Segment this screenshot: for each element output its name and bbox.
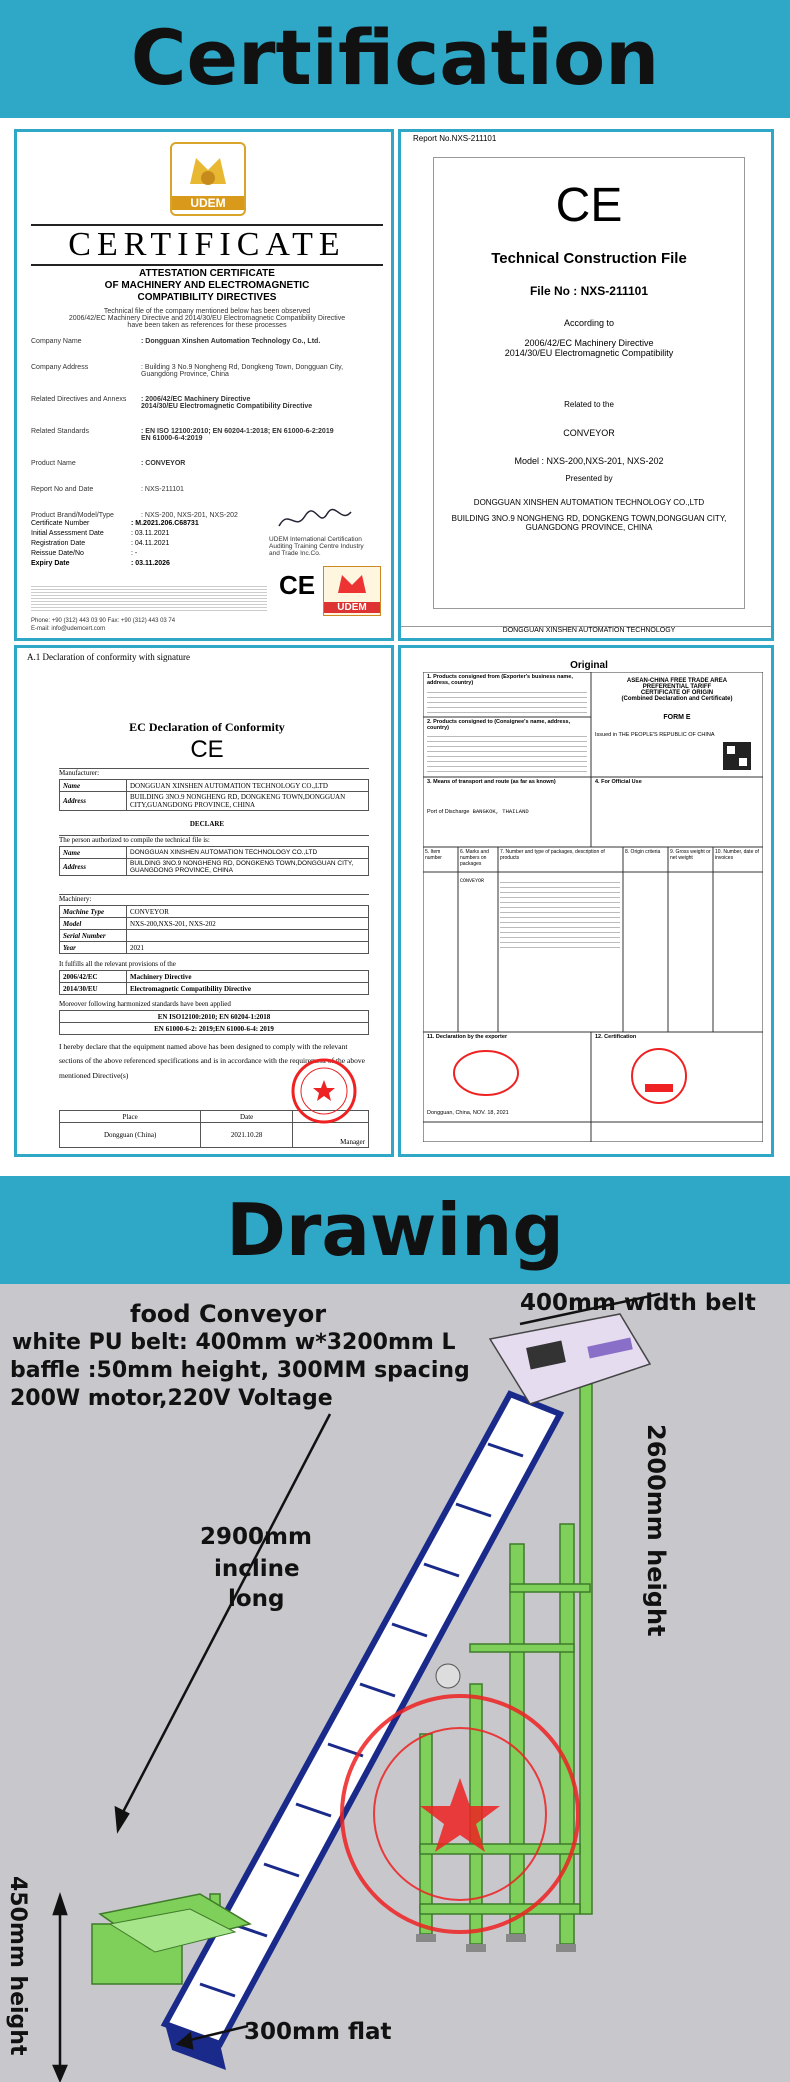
tcf-directives: 2006/42/EC Machinery Directive 2014/30/EU Electromagnetic Compatibility — [504, 338, 674, 358]
cell-label: Machine Type — [60, 906, 127, 918]
label-motor-spec: 200W motor,220V Voltage — [10, 1386, 333, 1411]
cell-label: Year — [60, 942, 127, 954]
cert-label: Reissue Date/No — [31, 550, 84, 557]
lion-crown-icon — [324, 567, 380, 597]
standards-intro: Moreover following harmonized standards have been applied — [59, 1000, 231, 1008]
certificate-of-origin-card — [398, 645, 774, 1157]
motor-housing — [490, 1314, 650, 1404]
technical-file-card — [398, 129, 774, 641]
cert-label: Expiry Date — [31, 560, 70, 567]
label-food-conveyor: food Conveyor — [130, 1300, 327, 1328]
product-description — [500, 878, 620, 948]
cert-row — [31, 540, 169, 547]
cert-value: : M.2021.206.C68731 — [131, 520, 199, 527]
box2-label: 2. Products consigned to (Consignee's name, address, country) — [427, 719, 571, 731]
form-title: ASEAN-CHINA FREE TRADE AREA PREFERENTIAL TARIFF CERTIFICATE OF ORIGIN (Combined Declaration and Certificate) — [621, 678, 733, 702]
frame-feet — [416, 1934, 576, 1952]
cell-value: Dongguan (China) — [60, 1123, 201, 1148]
tcf-file-no: File No : NXS-211101 — [529, 284, 649, 298]
port-of-discharge — [427, 808, 587, 815]
form-e-label: FORM E — [663, 714, 691, 721]
certificate-heading: CERTIFICATE — [31, 224, 383, 266]
cell-label: 2014/30/EU — [60, 983, 127, 995]
report-number: Report No.NXS-211101 — [413, 134, 497, 143]
tcf-title: Technical Construction File — [491, 250, 687, 267]
cell-value: NXS-200,NXS-201, NXS-202 — [127, 918, 369, 930]
cert-row — [31, 520, 199, 527]
port-value: BANGKOK, THAILAND — [472, 808, 529, 815]
cert-value: : 03.11.2021 — [131, 530, 170, 537]
label-incline-word: incline — [214, 1556, 300, 1582]
cert-value: : 04.11.2021 — [131, 540, 170, 547]
udem-small-logo-text: UDEM — [324, 602, 380, 613]
tcf-according: According to — [563, 318, 615, 328]
box10-label: 10. Number, date of invoices — [715, 849, 759, 861]
field-value: : 2006/42/EC Machinery Directive 2014/30/EU Electromagnetic Compatibility Directive — [141, 396, 313, 410]
box12-label: 12. Certification — [595, 1034, 637, 1040]
ce-mark: CE — [279, 570, 316, 600]
declare-label: DECLARE — [189, 820, 225, 828]
tcf-related: Related to the — [564, 400, 614, 409]
cell-value: BUILDING 3NO.9 NONGHENG RD, DONGKENG TOWN,DONGGUAN CITY, GUANGDONG PROVINCE, CHINA — [127, 859, 369, 876]
cell-label: Name — [60, 847, 127, 859]
machinery-table — [59, 905, 369, 954]
cert-label: Certificate Number — [31, 520, 90, 527]
cert-label: Initial Assessment Date — [31, 530, 104, 537]
tcf-presented: Presented by — [565, 474, 613, 483]
cert-value: : - — [131, 550, 138, 557]
label-incline-long: long — [228, 1586, 285, 1612]
signature — [275, 504, 355, 534]
declaration-header: A.1 Declaration of conformity with signature — [27, 652, 190, 662]
conveyor-belt — [165, 1394, 560, 2044]
issued-in: Issued in THE PEOPLE'S REPUBLIC OF CHINA — [595, 732, 715, 738]
cell-value: 2021.10.28 — [201, 1123, 293, 1148]
certificate-number-block — [31, 520, 231, 580]
directive-table — [59, 970, 369, 995]
ce-mark: CE — [555, 179, 623, 232]
box1-label: 1. Products consigned from (Exporter's business name, address, country) — [427, 674, 573, 686]
udem-certificate-card — [14, 129, 394, 641]
manufacturer-label: Manufacturer: — [59, 768, 369, 777]
cell-value: DONGGUAN XINSHEN AUTOMATION TECHNOLOGY CO.,LTD — [127, 847, 369, 859]
port-label: Port of Discharge — [427, 809, 470, 815]
label-width-belt: 400mm width belt — [520, 1290, 756, 1316]
fulfills-intro: It fulfills all the relevant provisions of the — [59, 960, 176, 968]
field-value: : EN ISO 12100:2010; EN 60204-1:2018; EN 61000-6-2:2019 EN 61000-6-4:2019 — [141, 428, 334, 442]
cell-value: DONGGUAN XINSHEN AUTOMATION TECHNOLOGY CO.,LTD — [127, 780, 369, 792]
footer-email: E-mail: info@udemcert.com — [31, 626, 106, 632]
company-stamp — [289, 1056, 359, 1126]
field-label: Product Brand/Model/Type — [31, 512, 114, 519]
certification-stamp — [629, 1046, 689, 1106]
cert-row — [31, 530, 169, 537]
box3-label: 3. Means of transport and route (as far as known) — [427, 779, 556, 785]
box9-label: 9. Gross weight or net weight — [670, 849, 711, 861]
certificate-intro: Technical file of the company mentioned below has been observed 2006/42/EC Machinery Directive and 2014/30/EU Electromagnetic Compatibility Directive have been taken as references for these processes — [68, 308, 346, 329]
cell-value: Machinery Directive — [127, 971, 369, 983]
box1-text — [427, 688, 587, 716]
certificate-fine-print — [31, 584, 267, 612]
field-label: Related Standards — [31, 428, 89, 435]
export-stamp — [451, 1048, 521, 1098]
footer-phone: Phone: +90 (312) 443 03 90 Fax: +90 (312) 443 03 74 — [31, 618, 176, 624]
tcf-company: DONGGUAN XINSHEN AUTOMATION TECHNOLOGY CO.,LTD — [473, 498, 705, 507]
box5-label: 5. Item number — [425, 849, 442, 861]
place-date: Dongguan, China, NOV. 18, 2021 — [427, 1110, 509, 1116]
cell-value: Electromagnetic Compatibility Directive — [127, 983, 369, 995]
field-value: : NXS-211101 — [141, 486, 184, 493]
hereby-statement: I hereby declare that the equipment named above has been designed to comply with the relevant sections of the above referenced specifications and is in accordance with the requirement of the above mentioned Directive(s) — [59, 1042, 365, 1080]
authorized-intro: The person authorized to compile the technical file is: — [59, 835, 369, 844]
label-baffle-spec: baffle :50mm height, 300MM spacing — [10, 1358, 470, 1383]
lion-crown-icon — [172, 144, 244, 192]
field-label: Company Name — [31, 338, 82, 345]
label-belt-spec: white PU belt: 400mm w*3200mm L — [12, 1330, 456, 1355]
cell-label: Address — [60, 859, 127, 876]
box11-label: 11. Declaration by the exporter — [427, 1034, 508, 1040]
cell-label: Name — [60, 780, 127, 792]
field-value: : Building 3 No.9 Nongheng Rd, Dongkeng Town, Dongguan City, Guangdong Province, China — [141, 364, 344, 378]
udem-logo — [170, 142, 246, 216]
field-label: Company Address — [31, 364, 89, 371]
conveyor-drawing — [0, 1284, 790, 2082]
cell-label: Serial Number — [60, 930, 127, 942]
company-stamp-large — [342, 1696, 578, 1932]
certification-title: Certification — [130, 13, 660, 102]
cell-value: CONVEYOR — [127, 906, 369, 918]
tcf-address: BUILDING 3NO.9 NONGHENG RD, DONGKENG TOWN,DONGGUAN CITY, GUANGDONG PROVINCE, CHINA — [451, 514, 727, 532]
machinery-label: Machinery: — [59, 894, 369, 903]
ec-declaration-card — [14, 645, 394, 1157]
box6-label: 6. Marks and numbers on packages — [460, 849, 489, 867]
box8-label: 8. Origin criteria — [625, 849, 661, 855]
drawing-title: Drawing — [226, 1188, 564, 1272]
cell-value: EN 61000-6-2: 2019;EN 61000-6-4: 2019 — [60, 1023, 369, 1035]
cell-value: EN ISO12100:2010; EN 60204-1:2018 — [60, 1011, 369, 1023]
authorized-table — [59, 846, 369, 876]
cell-value: Manager — [293, 1123, 369, 1148]
label-flat-length: 300mm flat — [244, 2019, 392, 2045]
cert-value: : 03.11.2026 — [131, 560, 170, 567]
sign-note: UDEM International Certification Auditing Training Centre Industry and Trade Inc.Co. — [269, 536, 364, 557]
cert-row — [31, 550, 137, 557]
field-value: : NXS-200, NXS-201, NXS-202 — [141, 512, 238, 519]
box4-label: 4. For Official Use — [595, 779, 642, 785]
tcf-product: CONVEYOR — [563, 428, 615, 438]
label-incline-length: 2900mm — [200, 1524, 312, 1550]
cell-label: Date — [201, 1111, 293, 1123]
manufacturer-table — [59, 779, 369, 811]
cell-label: Model — [60, 918, 127, 930]
standards-table — [59, 1010, 369, 1035]
label-total-height: 2600mm height — [642, 1424, 670, 1637]
udem-small-logo — [323, 566, 381, 616]
cell-value: BUILDING 3NO.9 NONGHENG RD, DONGKENG TOWN,DONGGUAN CITY,GUANGDONG PROVINCE, CHINA — [127, 792, 369, 811]
field-label: Related Directives and Annexs — [31, 396, 127, 403]
cert-row — [31, 560, 170, 567]
field-value: : Dongguan Xinshen Automation Technology Co., Ltd. — [141, 338, 321, 345]
ce-mark: CE — [190, 736, 224, 763]
label-low-height: 450mm height — [5, 1876, 30, 2056]
cell-label: 2006/42/EC — [60, 971, 127, 983]
cell-value: 2021 — [127, 942, 369, 954]
certificate-subheading: ATTESTATION CERTIFICATE OF MACHINERY AND ELECTROMAGNETIC COMPATIBILITY DIRECTIVES — [104, 268, 310, 303]
declaration-title: EC Declaration of Conformity — [129, 720, 285, 734]
field-label: Report No and Date — [31, 486, 94, 493]
udem-logo-text: UDEM — [172, 196, 244, 210]
product-cell: CONVEYOR — [460, 878, 485, 884]
box7-label: 7. Number and type of packages, description of products — [500, 849, 605, 861]
tcf-model: Model : NXS-200,NXS-201, NXS-202 — [514, 456, 664, 466]
cert-label: Registration Date — [31, 540, 86, 547]
cell-label: Place — [60, 1111, 201, 1123]
origin-label: Original — [570, 660, 608, 671]
tcf-footer: DONGGUAN XINSHEN AUTOMATION TECHNOLOGY — [401, 626, 774, 634]
field-value: : CONVEYOR — [141, 460, 186, 467]
tension-pulley — [436, 1664, 460, 1688]
cell-value — [127, 930, 369, 942]
field-label: Product Name — [31, 460, 76, 467]
box2-text — [427, 732, 587, 772]
cell-label: Address — [60, 792, 127, 811]
